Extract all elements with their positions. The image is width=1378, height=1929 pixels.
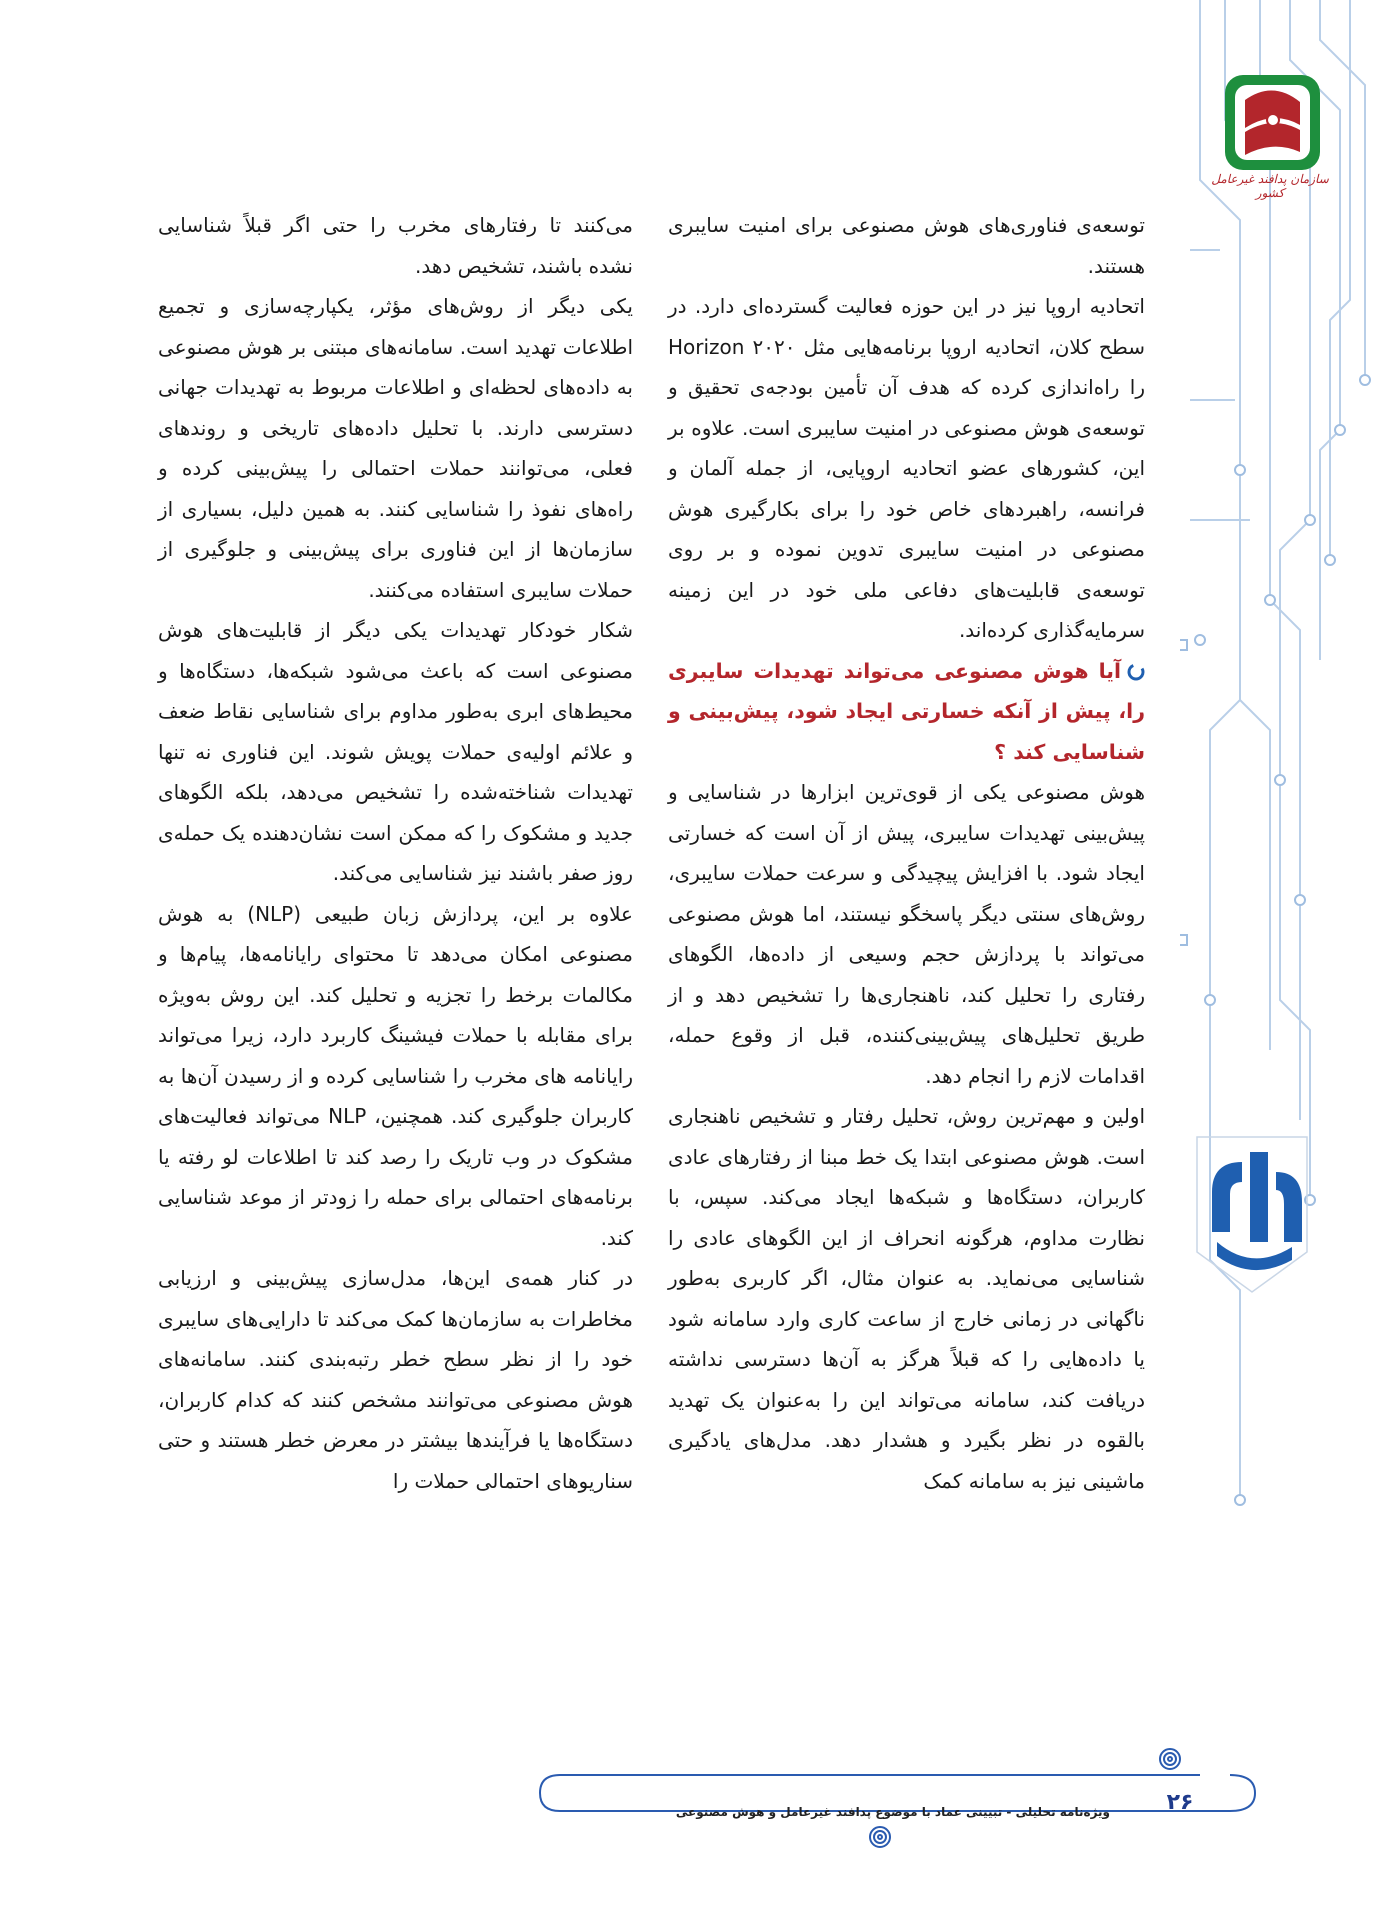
page-number: ۲۶ [1166, 1790, 1194, 1815]
left-text-column [158, 205, 633, 1501]
paragraph: در کنار همه‌ی این‌ها، مدل‌سازی پیش‌بینی و ارزیابی مخاطرات به سازمان‌ها کمک می‌کند تا دارایی‌های سایبری خود را از نظر سطح خطر رتبه‌بندی کنند. سامانه‌های هوش مصنوعی می‌توانند مشخص کنند که کدام کاربران، دستگاه‌ها یا فرآیندها بیشتر در معرض خطر هستند و حتی سناریوهای احتمالی حملات را [158, 1266, 633, 1493]
question-marker-icon [1127, 663, 1145, 681]
footer-caption: ویژه‌نامه تحلیلی - تبیینی عماد با موضوع پدافند غیرعامل و هوش مصنوعی [675, 1805, 1110, 1819]
paragraph: اولین و مهم‌ترین روش، تحلیل رفتار و تشخیص ناهنجاری است. هوش مصنوعی ابتدا یک خط مبنا از رفتارهای عادی کاربران، دستگاه‌ها و شبکه‌ها ایجاد می‌کند. سپس، با نظارت مداوم، هرگونه انحراف از این الگوهای عادی را شناسایی می‌نماید. به عنوان مثال، اگر کاربری به‌طور ناگهانی در زمانی خارج از ساعت کاری وارد سامانه شود یا داده‌هایی را که قبلاً هرگز به آن‌ها دسترسی نداشته دریافت کند، سامانه می‌تواند این را به‌عنوان یک تهدید بالقوه در نظر بگیرد و هشدار دهد. مدل‌های یادگیری ماشینی نیز به سامانه کمک [668, 1104, 1145, 1493]
amad-emblem-icon [1192, 1132, 1312, 1297]
right-text-column [668, 205, 1145, 1501]
paragraph: شکار خودکار تهدیدات یکی دیگر از قابلیت‌های هوش مصنوعی است که باعث می‌شود شبکه‌ها، دستگاه‌ها و محیط‌های ابری به‌طور مداوم برای شناسایی نقاط ضعف و علائم اولیه‌ی حملات پویش شوند. این فناوری نه تنها تهدیدات شناخته‌شده را تشخیص می‌دهد، بلکه الگوهای جدید و مشکوک را که ممکن است نشان‌دهنده یک حمله‌ی روز صفر باشند نیز شناسایی می‌کند. [158, 618, 633, 885]
logo-caption: سازمان پدافند غیرعامل کشور [1211, 172, 1329, 200]
paragraph: اتحادیه اروپا نیز در این حوزه فعالیت گسترده‌ای دارد. در سطح کلان، اتحادیه اروپا برنامه‌هایی مثل Horizon ۲۰۲۰ را راه‌اندازی کرده که هدف آن تأمین بودجه‌ی تحقیق و توسعه‌ی هوش مصنوعی در امنیت سایبری است. علاوه بر این، کشورهای عضو اتحادیه اروپایی، از جمله آلمان و فرانسه، راهبردهای خاص خود را برای بکارگیری هوش مصنوعی در امنیت سایبری تدوین نموده و بر روی توسعه‌ی قابلیت‌های دفاعی ملی خود در این زمینه سرمایه‌گذاری کرده‌اند. [668, 294, 1145, 642]
section-heading [668, 651, 1145, 773]
paragraph: هوش مصنوعی یکی از قوی‌ترین ابزارها در شناسایی و پیش‌بینی تهدیدات سایبری، پیش از آن است که خسارتی ایجاد شود. با افزایش پیچیدگی و سرعت حملات سایبری، روش‌های سنتی دیگر پاسخگو نیستند، اما هوش مصنوعی می‌تواند با پردازش حجم وسیعی از داده‌ها، الگوهای رفتاری را تحلیل کند، ناهنجاری‌ها را تشخیص دهد و از طریق تحلیل‌های پیش‌بینی‌کننده، قبل از وقوع حمله، اقدامات لازم را انجام دهد. [668, 780, 1145, 1088]
paragraph: می‌کنند تا رفتارهای مخرب را حتی اگر قبلاً شناسایی نشده باشند، تشخیص دهد. [158, 213, 633, 278]
paragraph: علاوه بر این، پردازش زبان طبیعی (NLP) به هوش مصنوعی امکان می‌دهد تا محتوای رایانامه‌ها، پیام‌ها و مکالمات برخط را تجزیه و تحلیل کند. این روش به‌ویژه برای مقابله با حملات فیشینگ کاربرد دارد، زیرا می‌تواند رایانامه های مخرب را شناسایی کرده و از رسیدن آن‌ها به کاربران جلوگیری کند. همچنین، NLP می‌تواند فعالیت‌های مشکوک در وب تاریک را رصد کند تا اطلاعات لو رفته یا برنامه‌های احتمالی برای حمله را زودتر از موعد شناسایی کند. [158, 901, 634, 1250]
paragraph: توسعه‌ی فناوری‌های هوش مصنوعی برای امنیت سایبری هستند. [668, 213, 1145, 278]
paragraph: یکی دیگر از روش‌های مؤثر، یکپارچه‌سازی و تجمیع اطلاعات تهدید است. سامانه‌های مبتنی بر هوش مصنوعی به داده‌های لحظه‌ای و اطلاعات مربوط به تهدیدات جهانی دسترسی دارند. با تحلیل داده‌های تاریخی و روندهای فعلی، می‌توانند حملات احتمالی را پیش‌بینی کرده و راه‌های نفوذ را شناسایی کنند. به همین دلیل، بسیاری از سازمان‌ها از این فناوری برای پیش‌بینی و جلوگیری از حملات سایبری استفاده می‌کنند. [158, 294, 633, 602]
section-heading-text: آیا هوش مصنوعی می‌تواند تهدیدات سایبری را، پیش از آنکه خسارتی ایجاد شود، پیش‌بینی و شناسایی کند ؟ [668, 658, 1145, 764]
circuit-decoration [1180, 0, 1378, 1929]
